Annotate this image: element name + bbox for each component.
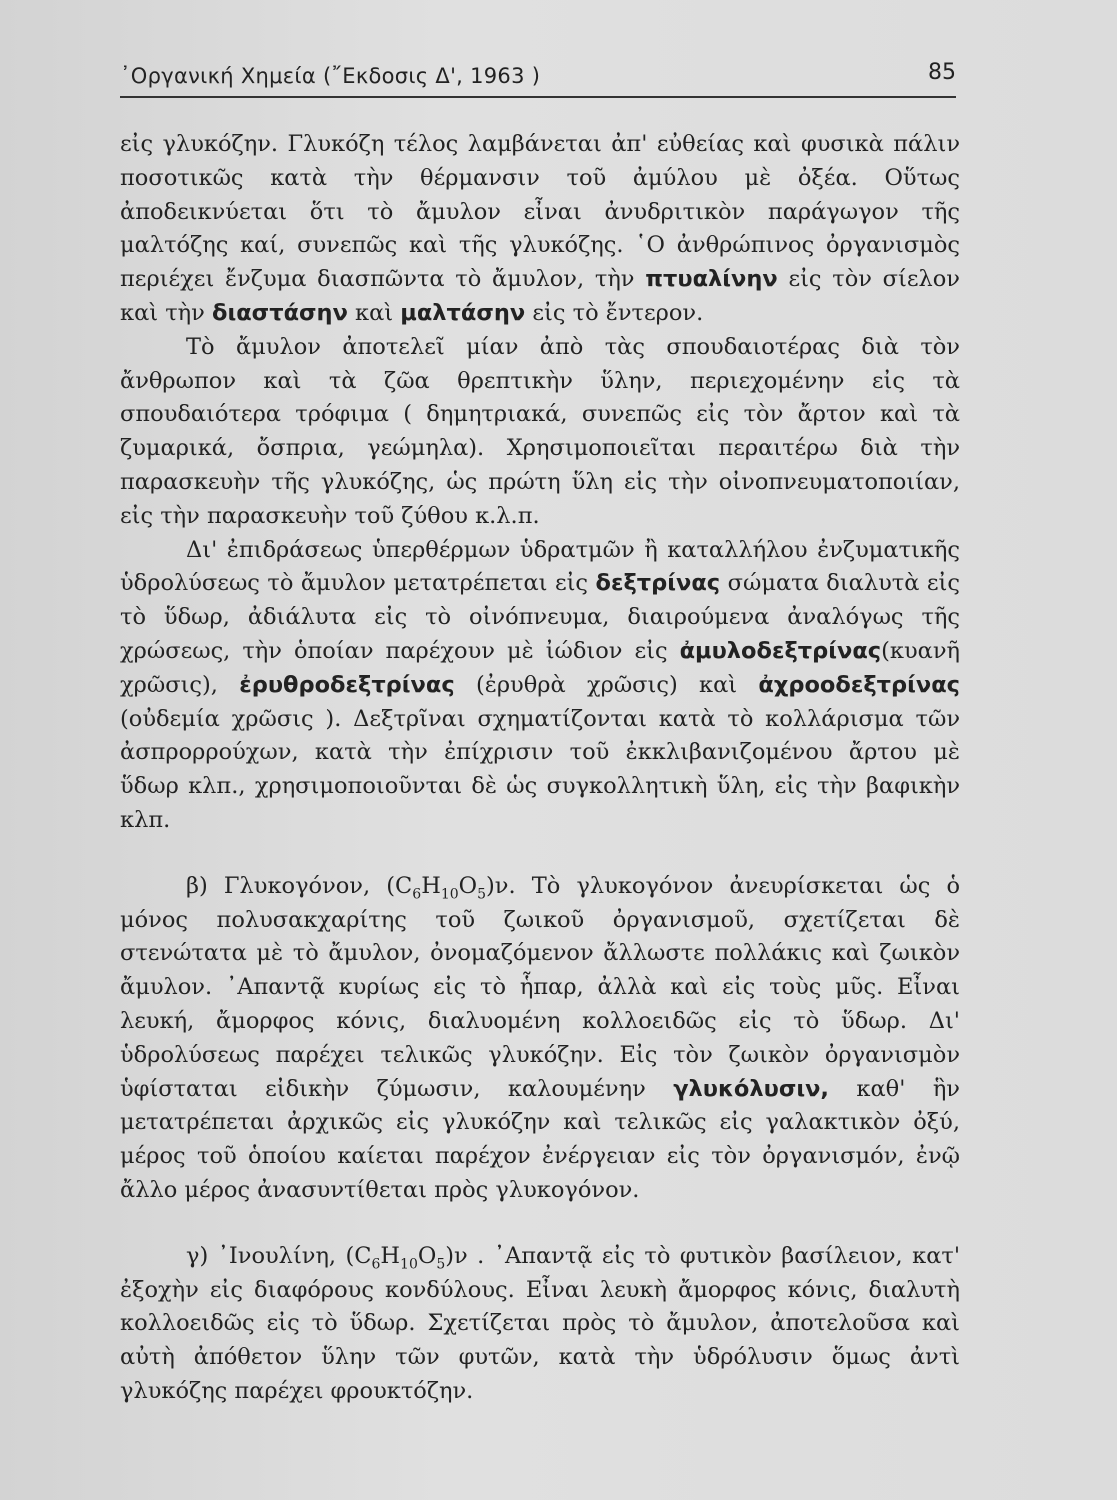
paragraph-glycogen: β) Γλυκογόνον, $(C_6H_{10}O_5)\nu$. Τὸ γλυκογόνον ἀνευρίσκεται ὡς ὁ μόνος πολυσακχαρίτης τοῦ ζωικοῦ ὀργανισμοῦ, σχετίζεται δὲ στενώτατα μὲ τὸ ἄμυλον, ὀνομαζόμενον ἄλλωστε πολλάκις καὶ ζωικὸν ἄμυλον. ᾿Απαντᾷ κυρίως εἰς τὸ ἧπαρ, ἀλλὰ καὶ εἰς τοὺς μῦς. Εἶναι λευκή, ἄμορφος κόνις, διαλυομένη κολλοειδῶς εἰς τὸ ὕδωρ. Δι' ὑδρολύσεως παρέχει τελικῶς γλυκόζην. Εἰς τὸν ζωικὸν ὀργανισμὸν ὑφίσταται εἰδικὴν ζύμωσιν, καλουμένην γλυκόλυσιν, καθ' ἣν μετατρέπεται ἀρχικῶς εἰς γλυκόζην καὶ τελικῶς εἰς γαλακτικὸν ὀξύ, μέρος τοῦ ὁποίου καίεται παρέχον ἐνέργειαν εἰς τὸν ὀργανισμόν, ἐνῷ ἄλλο μέρος ἀνασυντίθεται πρὸς γλυκογόνον.: [120, 872, 961, 1203]
page-header: [120, 60, 956, 98]
term-ptyalin: πτυαλίνην: [645, 266, 778, 293]
term-amylodextrins: ἀμυλοδεξτρίνας: [679, 637, 882, 664]
paragraph-inulin: γ) ᾿Ινουλίνη, $(C_6H_{10}O_5)\nu$ . ᾿Απαντᾷ εἰς τὸ φυτικὸν βασίλειον, κατ' ἐξοχὴν εἰς διαφόρους κονδύλους. Εἶναι λευκὴ ἄμορφος κόνις, διαλυτὴ κολλοειδῶς εἰς τὸ ὕδωρ. Σχετίζεται πρὸς τὸ ἄμυλον, ἀποτελοῦσα καὶ αὐτὴ ἀπόθετον ὕλην τῶν φυτῶν, κατὰ τὴν ὑδρόλυσιν ὅμως ἀντὶ γλυκόζης παρέχει φρουκτόζην.: [120, 1242, 961, 1404]
formula-glycogen: $(C_6H_{10}O_5)\nu$.: [386, 872, 516, 903]
term-diastase: διαστάσην: [212, 299, 348, 326]
term-erythrodextrins: ἐρυθροδεξτρίνας: [239, 671, 455, 698]
section-heading-glycogen: β) Γλυκογόνον,: [186, 872, 371, 899]
section-heading-inulin: γ) ᾿Ινουλίνη,: [186, 1242, 337, 1269]
term-dextrins: δεξτρίνας: [595, 570, 721, 597]
term-maltase: μαλτάσην: [400, 299, 526, 326]
formula-inulin: $(C_6H_{10}O_5)\nu$ .: [345, 1242, 485, 1273]
term-glycolysis: γλυκόλυσιν,: [673, 1075, 829, 1102]
page-number: 85: [928, 60, 956, 85]
running-title: ᾿Οργανική Χημεία (῎Εκδοσις Δ', 1963 ): [120, 64, 541, 88]
paragraph-dextrins: Δι' ἐπιδράσεως ὑπερθέρμων ὑδρατμῶν ἢ καταλλήλου ἐνζυματικῆς ὑδρολύσεως τὸ ἄμυλον μετατρέπεται εἰς δεξτρίνας σώματα διαλυτὰ εἰς τὸ ὕδωρ, ἀδιάλυτα εἰς τὸ οἰνόπνευμα, διαιρούμενα ἀναλόγως τῆς χρώσεως, τὴν ὁποίαν παρέχουν μὲ ἰώδιον εἰς ἀμυλοδεξτρίνας(κυανῆ χρῶσις), ἐρυθροδεξτρίνας (ἐρυθρὰ χρῶσις) καὶ ἀχροοδεξτρίνας (οὐδεμία χρῶσις ). Δεξτρῖναι σχηματίζονται κατὰ τὸ κολλάρισμα τῶν ἀσπρορρούχων, κατὰ τὴν ἐπίχρισιν τοῦ ἐκκλιβανιζομένου ἄρτου μὲ ὕδωρ κλπ., χρησιμοποιοῦνται δὲ ὡς συγκολλητικὴ ὕλη, εἰς τὴν βαφικὴν κλπ.: [120, 536, 961, 833]
paragraph-starch-hydrolysis: εἰς γλυκόζην. Γλυκόζη τέλος λαμβάνεται ἀπ' εὐθείας καὶ φυσικὰ πάλιν ποσοτικῶς κατὰ τὴν θέρμανσιν τοῦ ἀμύλου μὲ ὀξέα. Οὕτως ἀποδεικνύεται ὅτι τὸ ἄμυλον εἶναι ἀνυδριτικὸν παράγωγον τῆς μαλτόζης καί, συνεπῶς καὶ τῆς γλυκόζης. ῾Ο ἀνθρώπινος ὀργανισμὸς περιέχει ἔνζυμα διασπῶντα τὸ ἄμυλον, τὴν πτυαλίνην εἰς τὸν σίελον καὶ τὴν διαστάσην καὶ μαλτάσην εἰς τὸ ἔντερον.: [120, 131, 960, 326]
paragraph-starch-uses: Τὸ ἄμυλον ἀποτελεῖ μίαν ἀπὸ τὰς σπουδαιοτέρας διὰ τὸν ἄνθρωπον καὶ τὰ ζῶα θρεπτικὴν ὕλην, περιεχομένην εἰς τὰ σπουδαιότερα τρόφιμα ( δημητριακά, συνεπῶς εἰς τὸν ἄρτον καὶ τὰ ζυμαρικά, ὄσπρια, γεώμηλα). Χρησιμοποιεῖται περαιτέρω διὰ τὴν παρασκευὴν τῆς γλυκόζης, ὡς πρώτη ὕλη εἰς τὴν οἰνοπνευματοποιίαν, εἰς τὴν παρασκευὴν τοῦ ζύθου κ.λ.π.: [120, 333, 960, 529]
page-body: [120, 128, 960, 1409]
term-achroodextrins: ἀχροοδεξτρίνας: [758, 671, 960, 698]
